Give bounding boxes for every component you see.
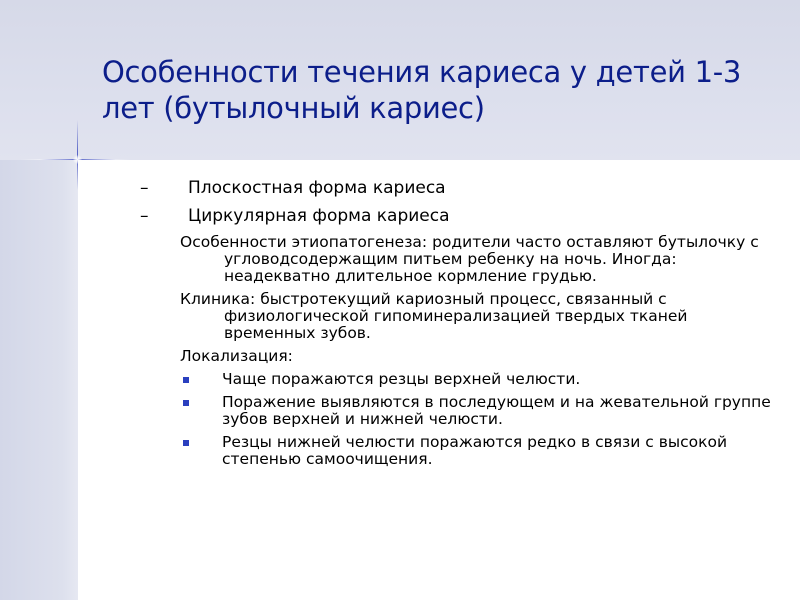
bullet-list-item <box>180 371 780 388</box>
dash-item-text: Плоскостная форма кариеса <box>188 178 446 198</box>
slide-title: Особенности течения кариеса у детей 1-3 лет (бутылочный кариес) <box>102 55 742 125</box>
dash-item-text: Циркулярная форма кариеса <box>188 206 450 226</box>
bullet-list-item <box>180 394 780 428</box>
clinic-paragraph: Клиника: быстротекущий кариозный процесс, связанный с физиологической гипоминерализацией твердых тканей временных зубов. <box>180 290 688 342</box>
dash-list-item <box>140 174 780 202</box>
bullet-item-text: Резцы нижней челюсти поражаются редко в связи с высокой степенью самоочищения. <box>222 433 728 468</box>
sparkle-star-icon <box>73 155 82 164</box>
square-bullet-icon <box>183 440 189 446</box>
bullet-item-text: Чаще поражаются резцы верхней челюсти. <box>222 370 581 388</box>
bullet-list-item <box>180 434 780 468</box>
dash-marker: – <box>140 178 149 198</box>
left-background-band <box>0 160 78 600</box>
localization-heading: Локализация: <box>180 347 293 365</box>
bullet-item-text: Поражение выявляются в последующем и на жевательной группе зубов верхней и нижней челюсти. <box>222 393 771 428</box>
dash-marker: – <box>140 206 149 226</box>
slide-body <box>140 174 780 474</box>
square-bullet-icon <box>183 377 189 383</box>
square-bullet-icon <box>183 400 189 406</box>
etiopathogenesis-paragraph: Особенности этиопатогенеза: родители часто оставляют бутылочку с угловодсодержащим питьем ребенку на ночь. Иногда: неадекватно длительное кормление грудью. <box>180 233 759 285</box>
dash-list-item <box>140 202 780 230</box>
